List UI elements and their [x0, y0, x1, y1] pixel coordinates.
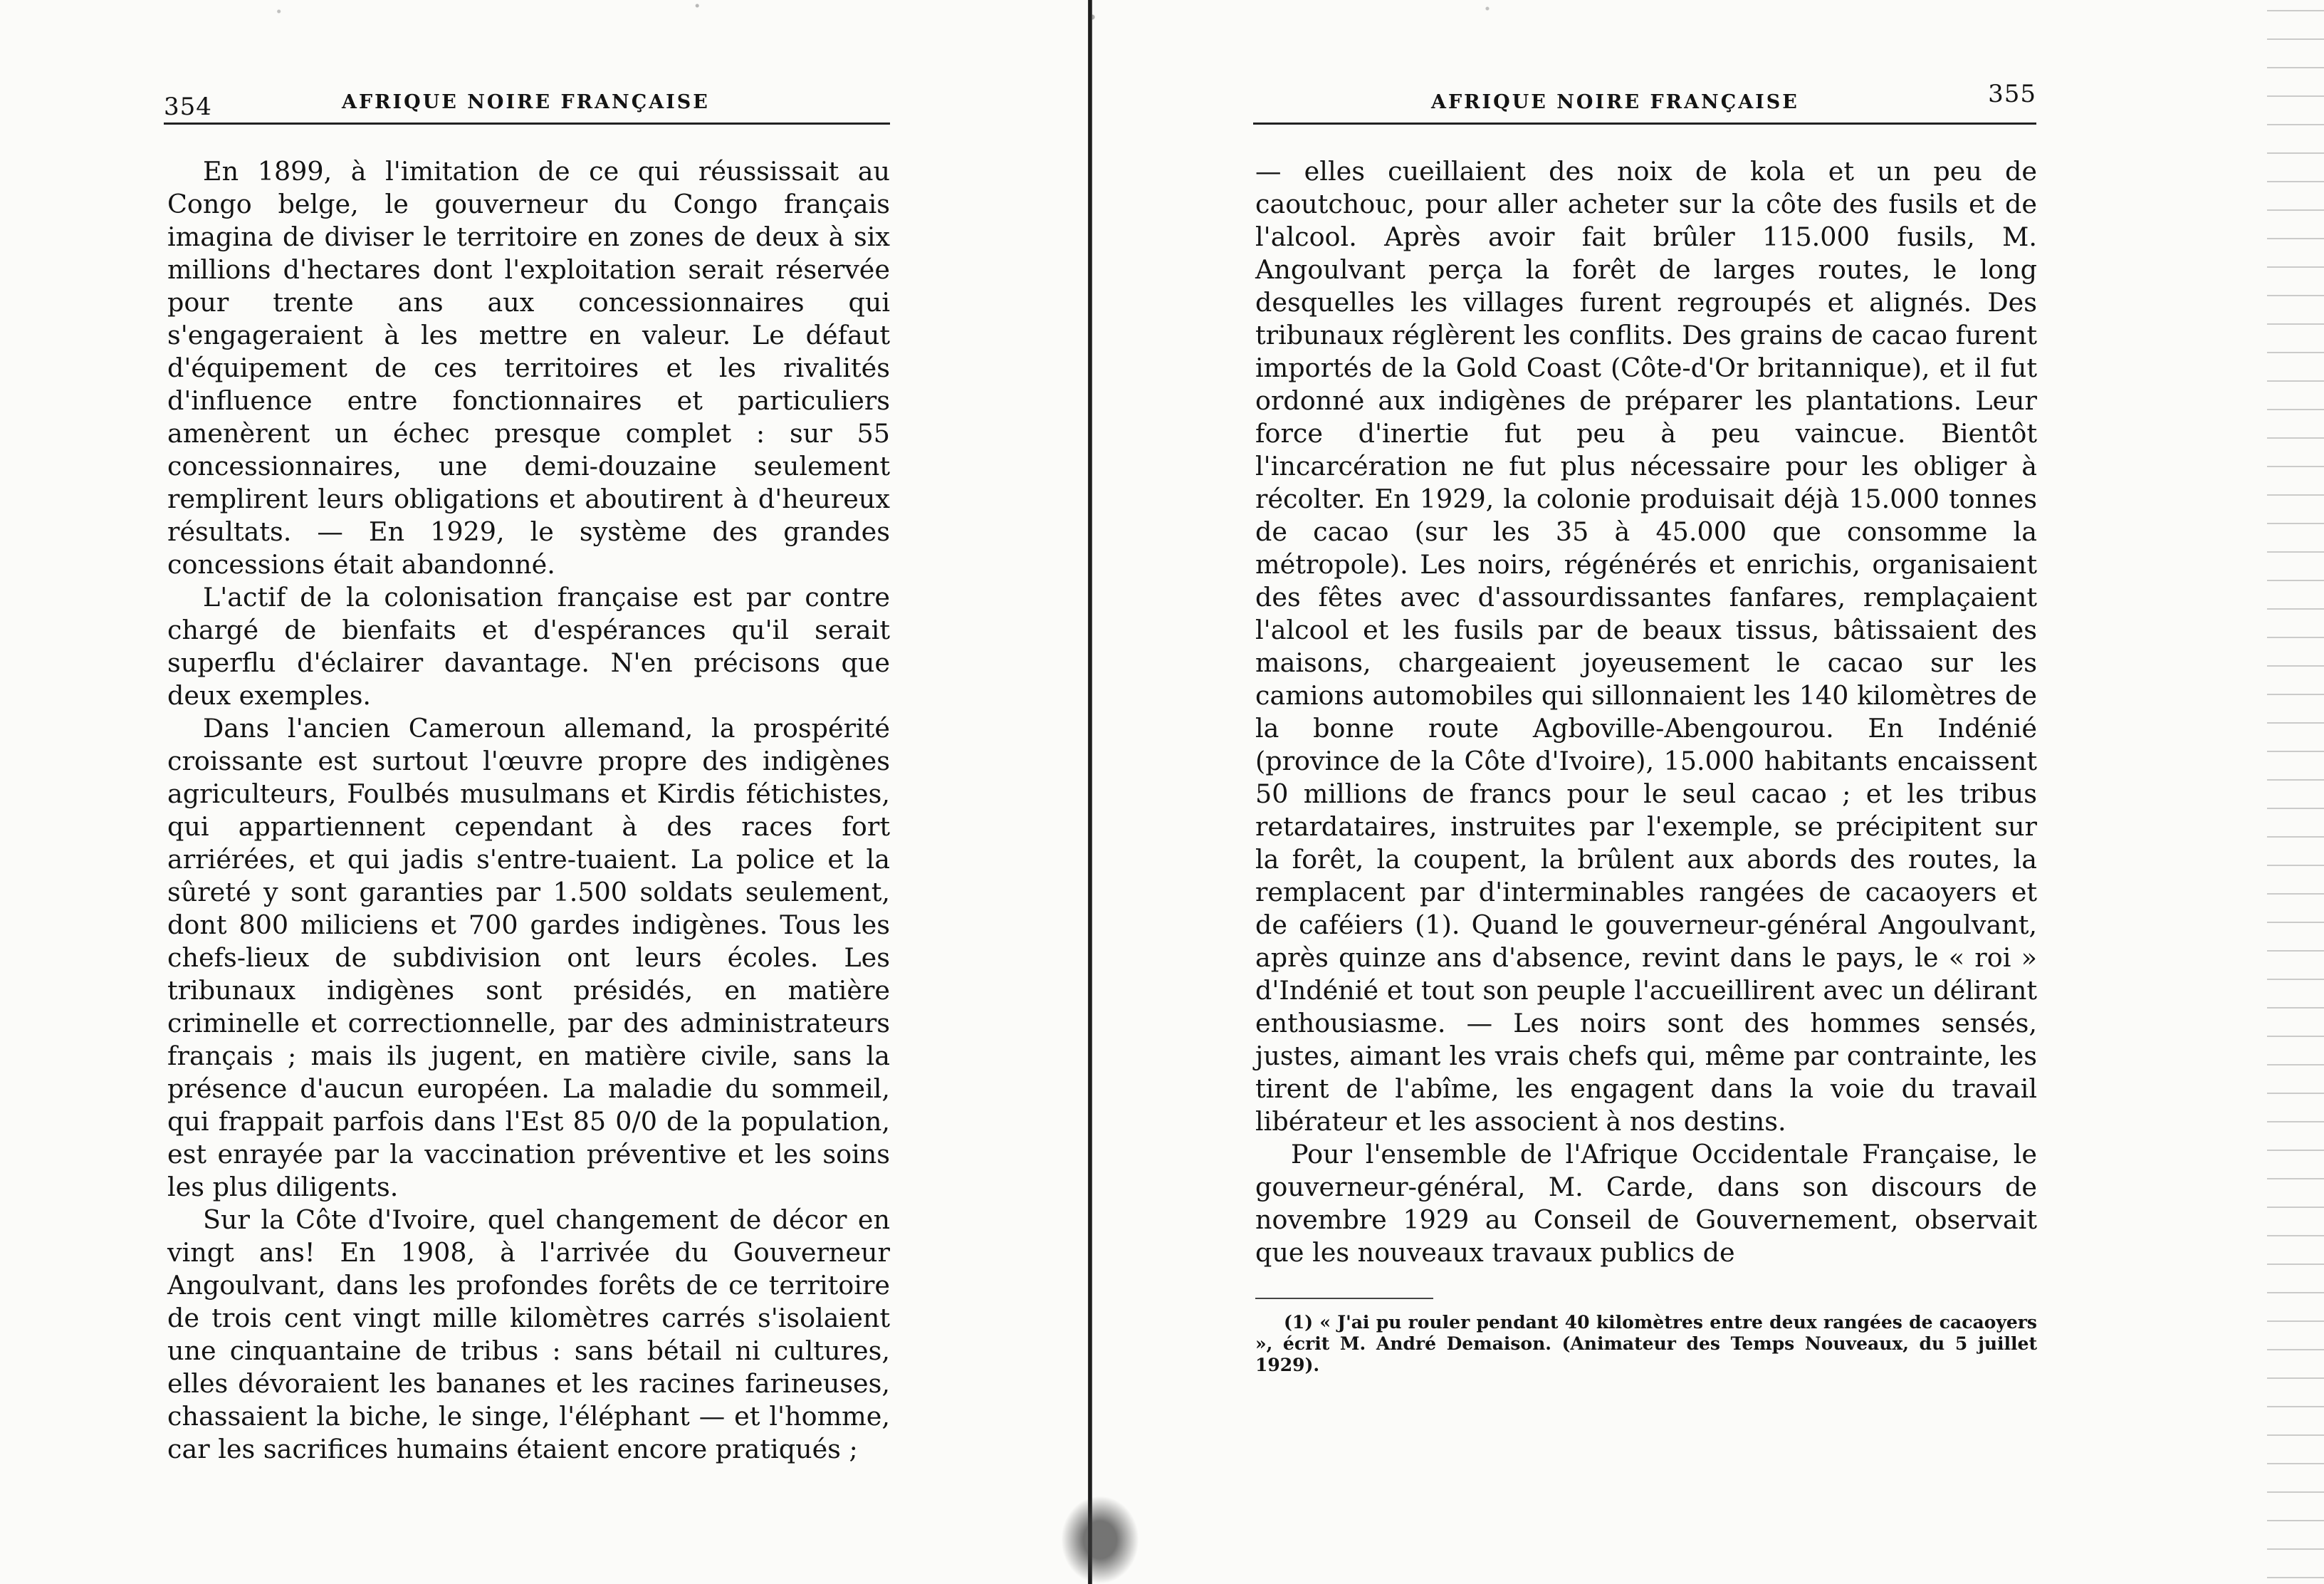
footnote: (1) « J'ai pu rouler pendant 40 kilomètres entre deux rangées de cacaoyers », écrit M. André Demaison. (Animateur des Temps Nouveaux, du 5 juillet 1929). — [1255, 1312, 2037, 1375]
right-page — [1089, 0, 2324, 1584]
footnote-rule — [1255, 1298, 1433, 1299]
right-running-title: AFRIQUE NOIRE FRANÇAISE — [1431, 91, 1799, 113]
right-page-body — [1255, 155, 2037, 1269]
left-page-body — [167, 155, 890, 1466]
paragraph: En 1899, à l'imitation de ce qui réussissait au Congo belge, le gouverneur du Congo français imagina de diviser le territoire en zones de deux à six millions d'hectares dont l'exploitation serait réservée pour trente ans aux concessionnaires qui s'engageraient à les mettre en valeur. Le défaut d'équipement de ces territoires et les rivalités d'influence entre fonctionnaires et particuliers amenèrent un échec presque complet : sur 55 concessionnaires, une demi-douzaine seulement remplirent leurs obligations et aboutirent à d'heureux résultats. — En 1929, le système des grandes concessions était abandonné. — [167, 156, 890, 580]
right-page-header — [1253, 80, 2036, 125]
paragraph: — elles cueillaient des noix de kola et un peu de caoutchouc, pour aller acheter sur la côte des fusils et de l'alcool. Après avoir fait brûler 115.000 fusils, M. Angoulvant perça la forêt de larges routes, le long desquelles les villages furent regroupés et alignés. Des tribunaux réglèrent les conflits. Des grains de cacao furent importés de la Gold Coast (Côte-d'Or britannique), et il fut ordonné aux indigènes de préparer les plantations. Leur force d'inertie fut peu à peu vaincue. Bientôt l'incarcération ne fut plus nécessaire pour les obliger à récolter. En 1929, la colonie produisait déjà 15.000 tonnes de cacao (sur les 35 à 45.000 que consomme la métropole). Les noirs, régénérés et enrichis, organisaient des fêtes avec d'assourdissantes fanfares, remplaçaient l'alcool et les fusils par de beaux tissus, bâtissaient des maisons, chargeaient joyeusement le cacao sur les camions automobiles qui sillonnaient les 140 kilomètres de la bonne route Agboville-Abengourou. En Indénié (province de la Côte d'Ivoire), 15.000 habitants encaissent 50 millions de francs pour le seul cacao ; et les tribus retardataires, instruites par l'exemple, se précipitent sur la forêt, la coupent, la brûlent aux abords des routes, la remplacent par d'interminables rangées de cacaoyers et de caféiers (1). Quand le gouverneur-général Angoulvant, après quinze ans d'absence, revint dans le pays, le « roi » d'Indénié et tout son peuple l'accueillirent avec un délirant enthousiasme. — Les noirs sont des hommes sensés, justes, aimant les vrais chefs qui, même par contrainte, les tirent de l'abîme, les engagent dans la voie du travail libérateur et les associent à nos destins. — [1255, 156, 2037, 1137]
right-page-number: 355 — [1988, 80, 2036, 108]
left-running-title: AFRIQUE NOIRE FRANÇAISE — [342, 91, 710, 113]
paragraph: Pour l'ensemble de l'Afrique Occidentale Française, le gouverneur-général, M. Carde, dans son discours de novembre 1929 au Conseil de Gouvernement, observait que les nouveaux travaux publics de — [1255, 1139, 2037, 1268]
left-page-number: 354 — [164, 93, 212, 121]
left-page — [0, 0, 1089, 1584]
paragraph: L'actif de la colonisation française est par contre chargé de bienfaits et d'espérances qu'il serait superflu d'éclairer davantage. N'en précisons que deux exemples. — [167, 582, 890, 711]
paragraph: Dans l'ancien Cameroun allemand, la prospérité croissante est surtout l'œuvre propre des indigènes agriculteurs, Foulbés musulmans et Kirdis fétichistes, qui appartiennent cependant à des races fort arriérées, et qui jadis s'entre-tuaient. La police et la sûreté y sont garanties par 1.500 soldats seulement, dont 800 miliciens et 700 gardes indigènes. Tous les chefs-lieux de subdivision ont leurs écoles. Les tribunaux indigènes sont présidés, en matière criminelle et correctionnelle, par des administrateurs français ; mais ils jugent, en matière civile, sans la présence d'aucun européen. La maladie du sommeil, qui frappait parfois dans l'Est 85 0/0 de la population, est enrayée par la vaccination préventive et les soins les plus diligents. — [167, 713, 890, 1202]
left-page-header — [164, 80, 890, 125]
paragraph: Sur la Côte d'Ivoire, quel changement de décor en vingt ans! En 1908, à l'arrivée du Gouverneur Angoulvant, dans les profondes forêts de ce territoire de trois cent vingt mille kilomètres carrés s'isolaient une cinquantaine de tribus : sans bétail ni cultures, elles dévoraient les bananes et les racines farineuses, chassaient la biche, le singe, l'éléphant — et l'homme, car les sacrifices humains étaient encore pratiqués ; — [167, 1204, 890, 1464]
